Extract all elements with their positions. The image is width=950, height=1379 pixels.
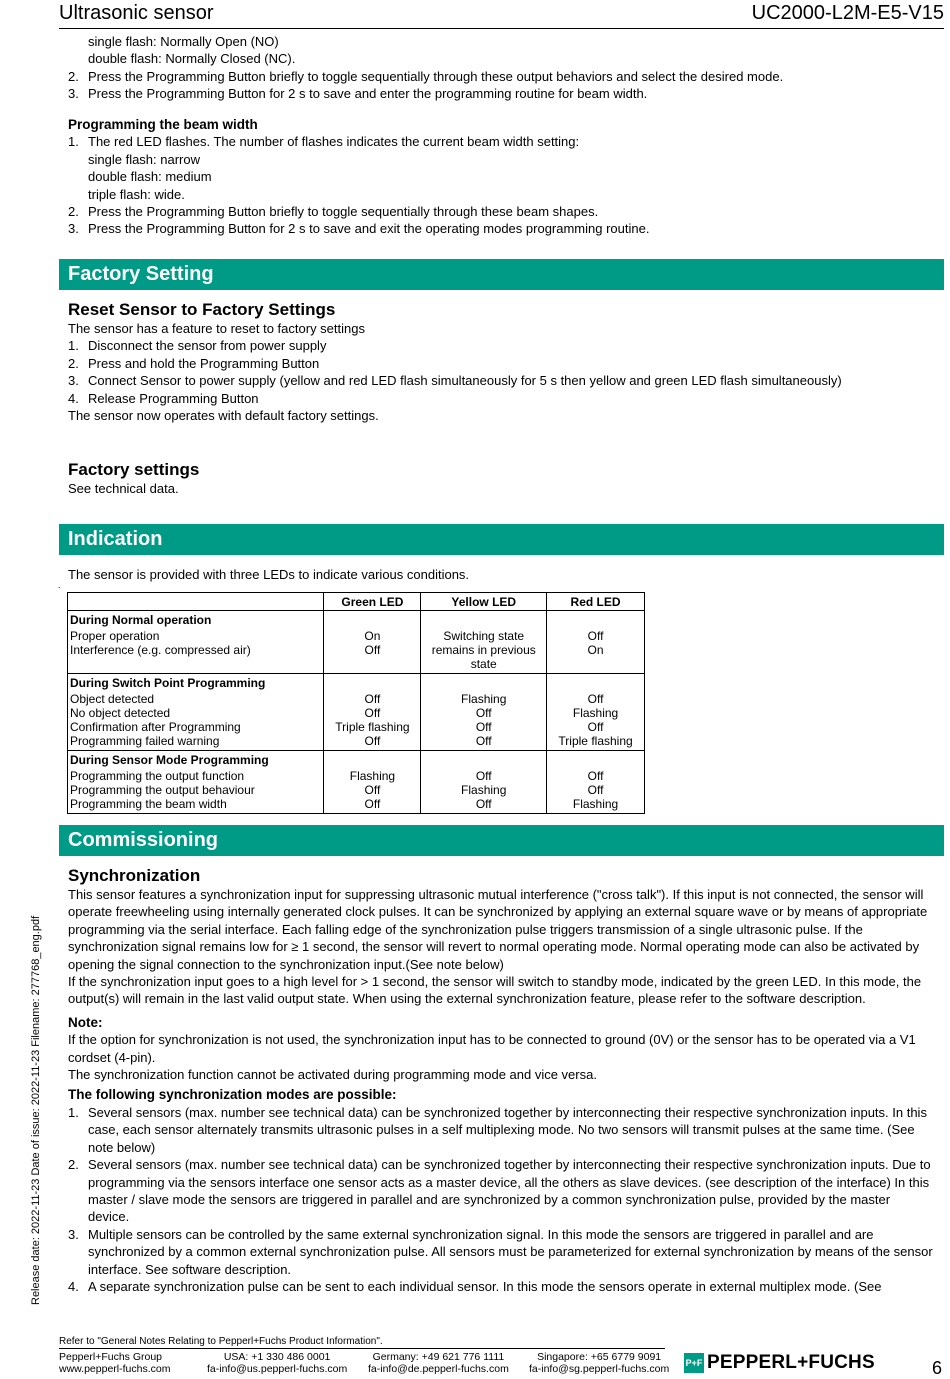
logo-icon: P+F [684, 1353, 704, 1373]
table-row [68, 768, 645, 814]
list-item [68, 220, 934, 237]
reset-intro: The sensor has a feature to reset to factory settings [68, 321, 365, 336]
option-line: double flash: medium [88, 169, 212, 185]
factory-settings-heading: Factory settings [68, 460, 200, 479]
item-number: 2. [68, 204, 79, 220]
led-state: Flashing [572, 797, 619, 811]
led-state: Off [587, 629, 604, 643]
group-title: During Switch Point Programming [68, 674, 324, 692]
item-text: Press the Programming Button briefly to toggle sequentially through these output behaviors and select the desired mode. [88, 68, 784, 84]
footer-text: Germany: +49 621 776 1111 [372, 1351, 505, 1363]
table-row [68, 691, 645, 751]
item-text: Disconnect the sensor from power supply [88, 338, 327, 354]
document-title: Ultrasonic sensor [59, 2, 214, 24]
red-led-cell [547, 768, 645, 814]
footer-text: Pepperl+Fuchs Group [59, 1351, 163, 1363]
led-state: Off [364, 643, 381, 657]
column-header: Red LED [547, 593, 645, 611]
list-item [68, 133, 934, 150]
footer-link[interactable]: fa-info@sg.pepperl-fuchs.com [529, 1363, 670, 1375]
condition-label: Confirmation after Programming [70, 720, 241, 734]
item-number: 4. [68, 390, 79, 406]
red-led-cell [547, 628, 645, 674]
stray-mark: . [58, 580, 61, 590]
group-title-row [68, 751, 645, 769]
item-text: The red LED flashes. The number of flashes indicates the current beam width setting: [88, 134, 580, 150]
table-header-row [68, 593, 645, 611]
green-led-cell [324, 768, 421, 814]
led-state: Flashing [461, 692, 507, 706]
item-text: Press the Programming Button for 2 s to save and exit the operating modes programming routine. [88, 221, 650, 237]
factory-settings-text: See technical data. [68, 481, 179, 496]
footer-link[interactable]: fa-info@us.pepperl-fuchs.com [207, 1363, 348, 1375]
release-info-sidebar: Release date: 2022-11-23 Date of issue: 2022-11-23 Filename: 277768_eng.pdf [30, 915, 42, 1305]
condition-cell [68, 628, 324, 674]
item-number: 3. [68, 221, 79, 237]
led-state: Off [475, 769, 492, 783]
footer-col-germany [368, 1351, 509, 1375]
column-header: Yellow LED [421, 593, 547, 611]
footer-text: Singapore: +65 6779 9091 [537, 1351, 662, 1363]
commissioning-banner: Commissioning [59, 825, 944, 856]
page-number: 6 [931, 1358, 942, 1378]
green-led-cell [324, 628, 421, 674]
condition-label: No object detected [70, 706, 171, 720]
led-state: Flashing [572, 706, 619, 720]
synchronization-text: This sensor features a synchronization input for suppressing ultrasonic mutual interference ("cross talk"). If this input is not connected, the sensor will operate freewheeling using internally generated clock pulses. It can be synchronized by applying an external square wave or by means of appropriate programming via the serial interface. Each falling edge of the synchronization pulse triggers transmission of a single ultrasonic pulse. If the synchronization signal remains low for ≥ 1 second, the sensor will revert to normal operating mode. Normal operating mode can also be activated by opening the signal connection to the synchronization input.(See note below) [68, 887, 928, 972]
led-state: Off [587, 692, 604, 706]
led-state: Flashing [349, 769, 396, 783]
item-text: A separate synchronization pulse can be sent to each individual sensor. In this mode the sensors operate in external multiplex mode. (See [88, 1278, 882, 1294]
list-item [68, 1156, 934, 1226]
synchronization-heading: Synchronization [68, 866, 201, 885]
note-text: The synchronization function cannot be activated during programming mode and vice versa. [68, 1067, 597, 1083]
factory-reset-section [68, 300, 934, 424]
item-number: 3. [68, 373, 79, 389]
led-state: Triple flashing [558, 734, 633, 748]
led-state: Off [364, 783, 381, 797]
factory-setting-banner: Factory Setting [59, 259, 944, 290]
led-state: Off [587, 783, 604, 797]
item-text: Press and hold the Programming Button [88, 355, 320, 371]
footer-text: USA: +1 330 486 0001 [223, 1351, 331, 1363]
company-logo [684, 1352, 875, 1374]
factory-settings-section [68, 460, 934, 497]
led-state: Off [364, 706, 381, 720]
item-text: Multiple sensors can be controlled by the same external synchronization signal. In this mode the sensors are triggered in parallel and are synchronized by a common external synchronization pulse. All sensors must be parameterized for external synchronization by means of the sensor interface. See software description. [88, 1226, 933, 1277]
item-number: 1. [68, 134, 79, 150]
footer-col-group [59, 1351, 170, 1375]
modes-heading: The following synchronization modes are possible: [68, 1087, 397, 1103]
item-text: Connect Sensor to power supply (yellow and red LED flash simultaneously for 5 s then yellow and green LED flash simultaneously) [88, 373, 842, 389]
led-indication-table [67, 592, 645, 814]
list-item [68, 1278, 934, 1295]
led-state: state [470, 657, 497, 671]
list-item [68, 68, 934, 85]
red-led-cell [547, 691, 645, 751]
condition-label: Interference (e.g. compressed air) [70, 643, 251, 657]
item-number: 3. [68, 86, 79, 102]
footer-link[interactable]: www.pepperl-fuchs.com [59, 1363, 171, 1375]
item-text: Several sensors (max. number see technical data) can be synchronized together by interconnecting their respective synchronization inputs. In this case, each sensor alternately transmits ultrasonic pulses in a self multiplexing mode. No two sensors will transmit pulses at the same time. (See note below) [88, 1104, 927, 1155]
item-text: Press the Programming Button briefly to toggle sequentially through these beam shapes. [88, 204, 599, 220]
led-state: Off [364, 797, 381, 811]
beam-width-section [68, 110, 934, 238]
list-item [68, 1226, 934, 1278]
reset-outro: The sensor now operates with default factory settings. [68, 408, 379, 424]
beam-width-heading: Programming the beam width [68, 117, 258, 132]
logo-text: PEPPERL+FUCHS [707, 1352, 875, 1373]
condition-label: Proper operation [70, 629, 160, 643]
note-heading: Note: [68, 1014, 103, 1030]
option-line: triple flash: wide. [88, 186, 185, 202]
group-title-row [68, 611, 645, 629]
list-item [68, 203, 934, 220]
green-led-cell [324, 691, 421, 751]
item-number: 2. [68, 68, 79, 84]
item-number: 1. [68, 338, 79, 354]
led-state: On [364, 629, 381, 643]
list-item [68, 355, 934, 372]
item-text: Several sensors (max. number see technical data) can be synchronized together by interconnecting their respective synchronization inputs. Due to programming via the sensors interface one sensor acts as a master device, all the others as slave devices. (see description of the interface) In this master / slave mode the sensors are triggered in parallel and are synchronized by a common synchronization pulse, provided by the master device. [88, 1157, 931, 1225]
footer-link[interactable]: fa-info@de.pepperl-fuchs.com [368, 1363, 509, 1375]
group-title: During Sensor Mode Programming [68, 751, 324, 769]
table-row [68, 628, 645, 674]
list-item [68, 390, 934, 407]
item-number: 4. [68, 1278, 79, 1294]
indication-banner: Indication [59, 524, 944, 555]
footer-col-usa [207, 1351, 347, 1375]
yellow-led-cell [421, 628, 547, 674]
led-state: Triple flashing [335, 720, 410, 734]
item-text: Press the Programming Button for 2 s to save and enter the programming routine for beam width. [88, 86, 648, 102]
output-behavior-section [68, 33, 934, 103]
group-title-row [68, 674, 645, 692]
product-code: UC2000-L2M-E5-V15 [751, 2, 944, 24]
led-state: Flashing [461, 783, 507, 797]
reset-heading: Reset Sensor to Factory Settings [68, 300, 336, 319]
option-line: single flash: Normally Open (NO) [88, 34, 279, 49]
group-title: During Normal operation [68, 611, 324, 629]
led-state: remains in previous [431, 643, 536, 657]
led-state: Switching state [443, 629, 525, 643]
led-state: Off [587, 720, 604, 734]
led-state: Off [364, 734, 381, 748]
yellow-led-cell [421, 691, 547, 751]
column-header [68, 593, 324, 611]
condition-cell [68, 691, 324, 751]
option-line: single flash: narrow [88, 151, 200, 167]
led-state: Off [475, 720, 492, 734]
led-state: Off [364, 692, 381, 706]
item-number: 2. [68, 355, 79, 371]
item-number: 2. [68, 1157, 79, 1173]
condition-cell [68, 768, 324, 814]
column-header: Green LED [324, 593, 421, 611]
list-item [68, 337, 934, 354]
led-state: Off [475, 797, 492, 811]
yellow-led-cell [421, 768, 547, 814]
footer-col-singapore [529, 1351, 669, 1375]
led-state: Off [587, 769, 604, 783]
footer-rule [59, 1348, 665, 1349]
footer-reference: Refer to "General Notes Relating to Pepperl+Fuchs Product Information". [59, 1336, 383, 1347]
header-rule [59, 28, 944, 29]
led-state: Off [475, 706, 492, 720]
list-item [68, 1104, 934, 1156]
synchronization-text-2: If the synchronization input goes to a high level for > 1 second, the sensor will switch to standby mode, indicated by the green LED. In this mode, the output(s) will remain in the last valid output state. When using the external synchronization feature, please refer to the software description. [68, 974, 922, 1007]
note-text: If the option for synchronization is not used, the synchronization input has to be connected to ground (0V) or the sensor has to be operated via a V1 cordset (4-pin). [68, 1032, 916, 1065]
item-number: 3. [68, 1226, 79, 1242]
condition-label: Programming the beam width [70, 797, 227, 811]
led-state: Off [475, 734, 492, 748]
led-state: On [587, 643, 604, 657]
condition-label: Programming failed warning [70, 734, 220, 748]
condition-label: Programming the output function [70, 769, 245, 783]
item-text: Release Programming Button [88, 390, 259, 406]
synchronization-section [68, 866, 934, 1295]
condition-label: Object detected [70, 692, 155, 706]
item-number: 1. [68, 1104, 79, 1120]
option-line: double flash: Normally Closed (NC). [88, 51, 296, 67]
indication-intro: The sensor is provided with three LEDs to indicate various conditions. [68, 567, 470, 582]
list-item [68, 85, 934, 102]
condition-label: Programming the output behaviour [70, 783, 255, 797]
list-item [68, 372, 934, 389]
